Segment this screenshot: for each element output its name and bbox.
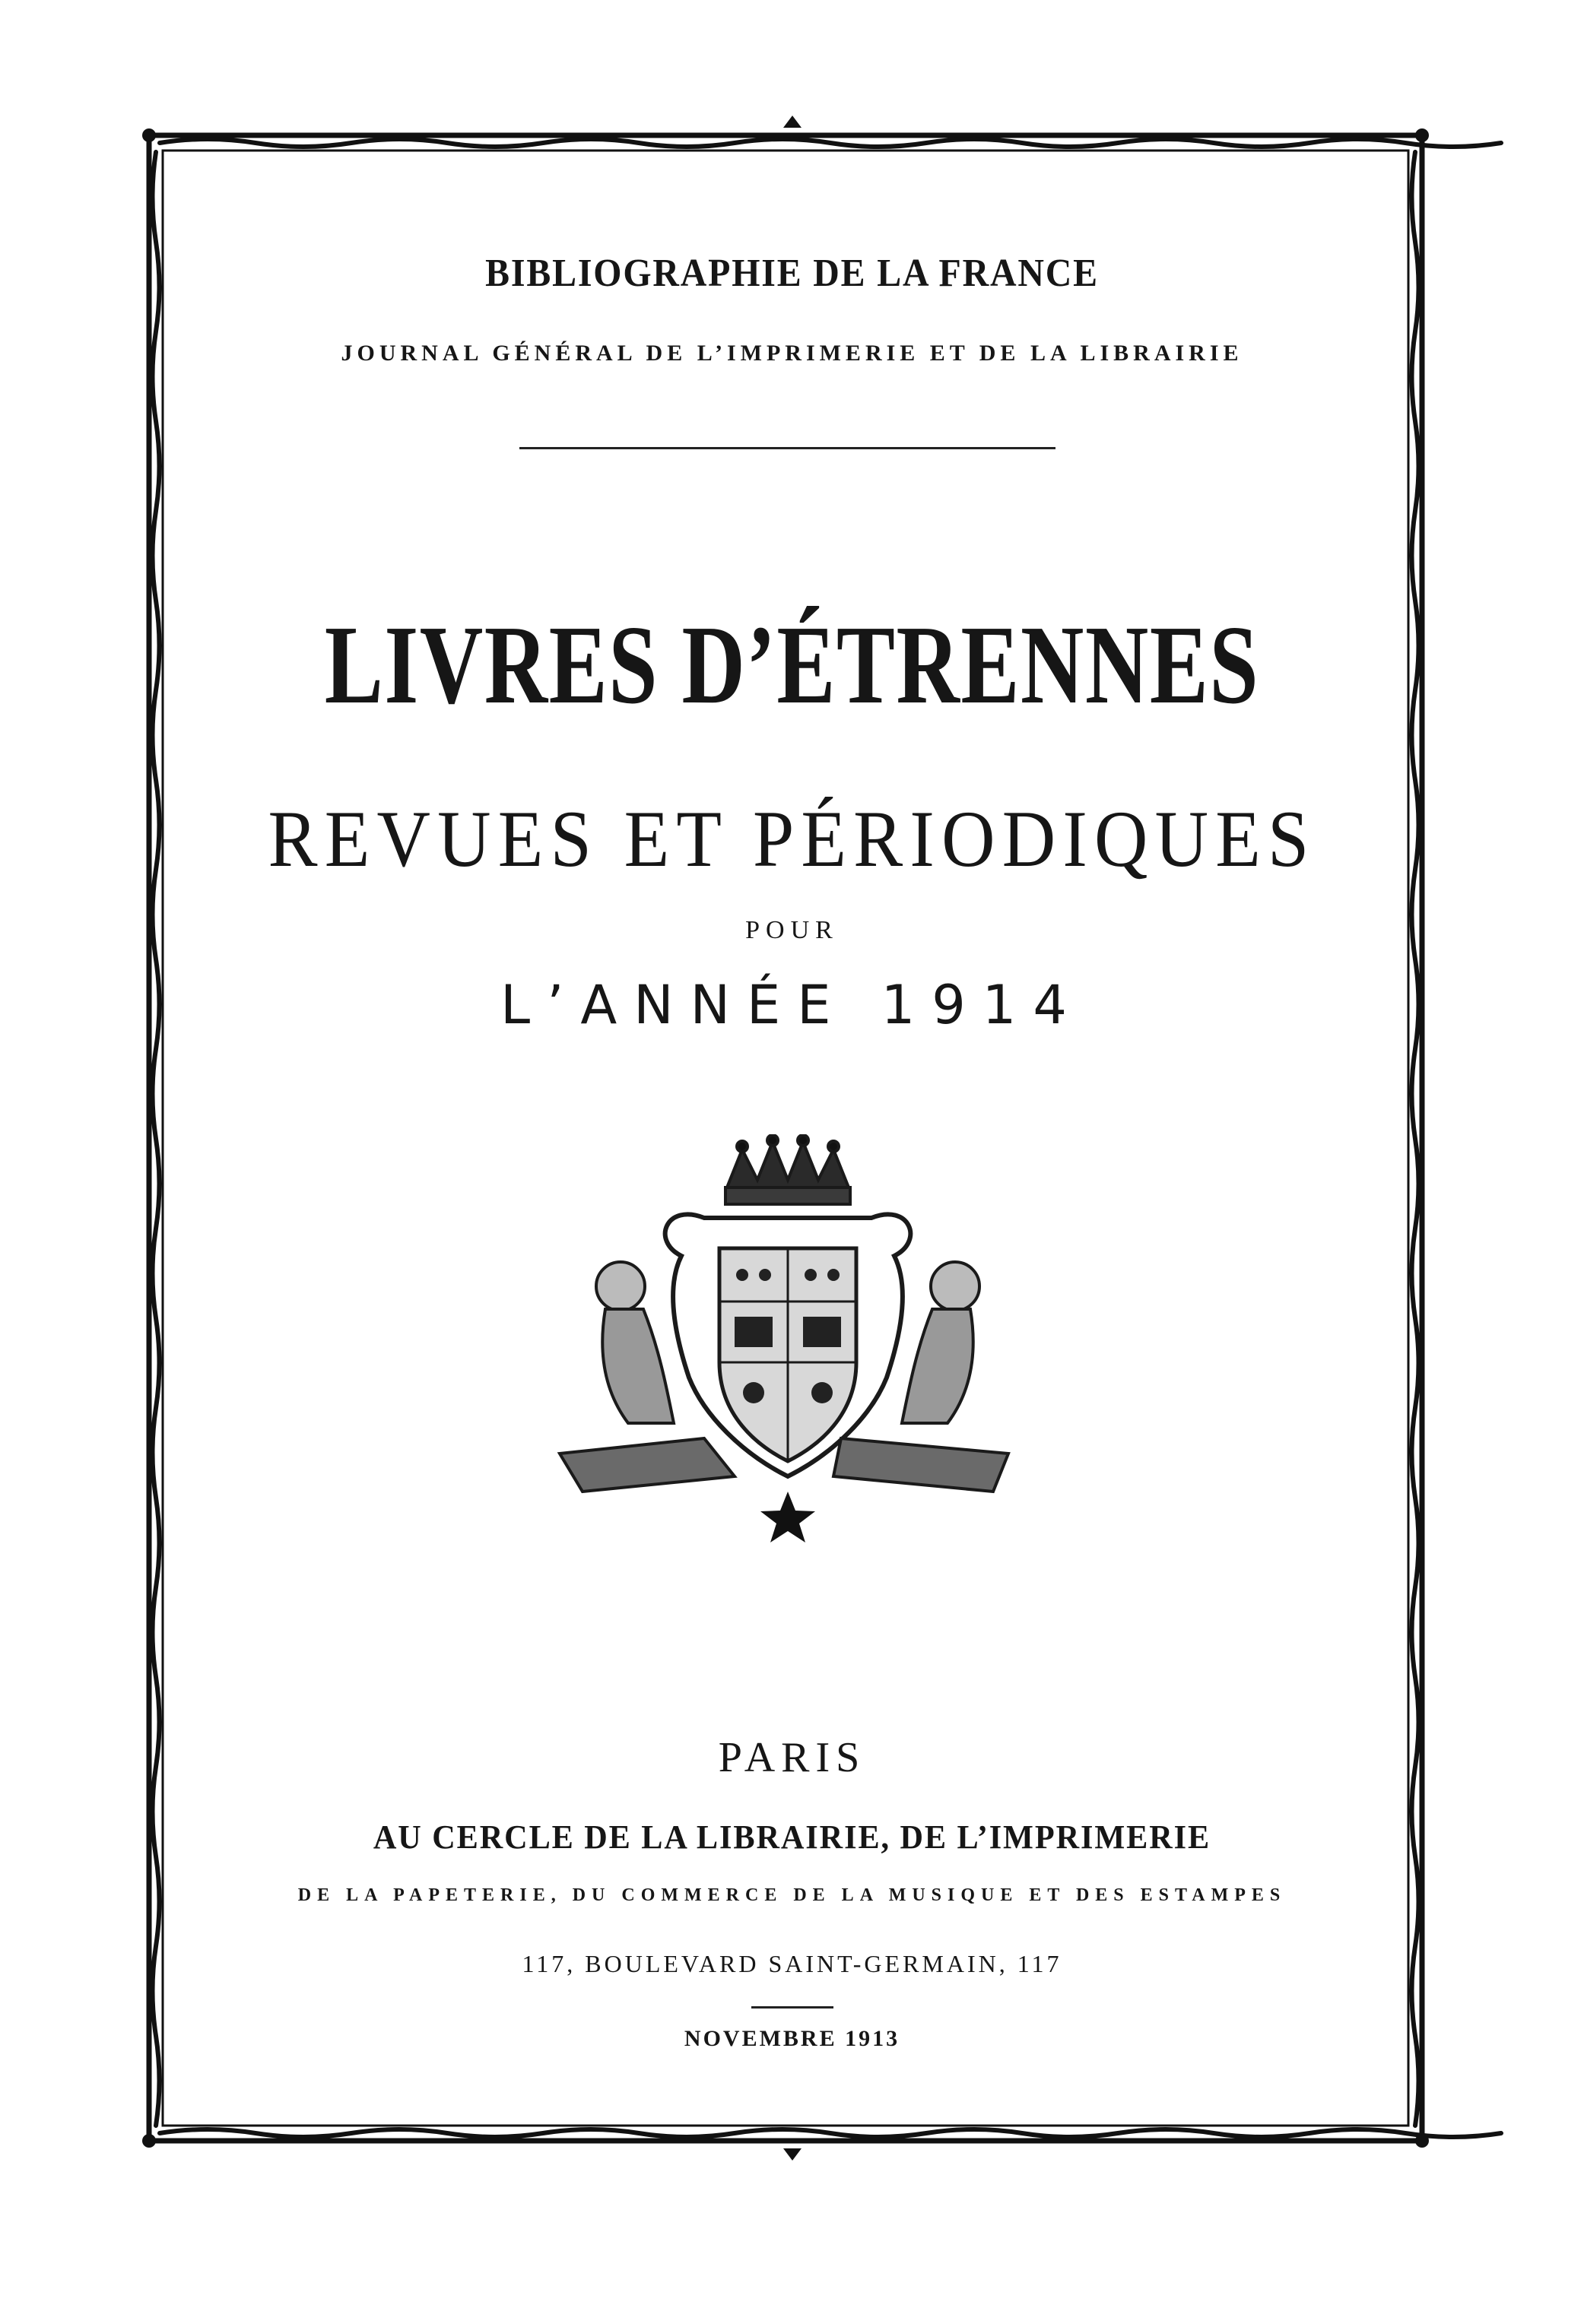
journal-subtitle: JOURNAL GÉNÉRAL DE L’IMPRIMERIE ET DE LA LIBRAIRIE [341,341,1243,366]
coat-of-arms-icon [552,1134,1024,1545]
year-line: L’ANNÉE 1914 [500,974,1084,1036]
small-separator-rule [751,2006,833,2009]
imprint-city: PARIS [718,1734,866,1781]
series-title: BIBLIOGRAPHIE DE LA FRANCE [485,252,1099,295]
title-connector: POUR [745,916,839,944]
separator-rule [519,447,1055,449]
imprint-publisher-line2: DE LA PAPETERIE, DU COMMERCE DE LA MUSIQUE ET DES ESTAMPES [297,1885,1287,1905]
imprint-publisher: AU CERCLE DE LA LIBRAIRIE, DE L’IMPRIMERIE [373,1818,1211,1856]
imprint-address: 117, BOULEVARD SAINT-GERMAIN, 117 [522,1950,1062,1977]
main-title: LIVRES D’ÉTRENNES [324,603,1260,728]
imprint-date: NOVEMBRE 1913 [684,2026,900,2051]
secondary-title: REVUES ET PÉRIODIQUES [268,794,1316,883]
